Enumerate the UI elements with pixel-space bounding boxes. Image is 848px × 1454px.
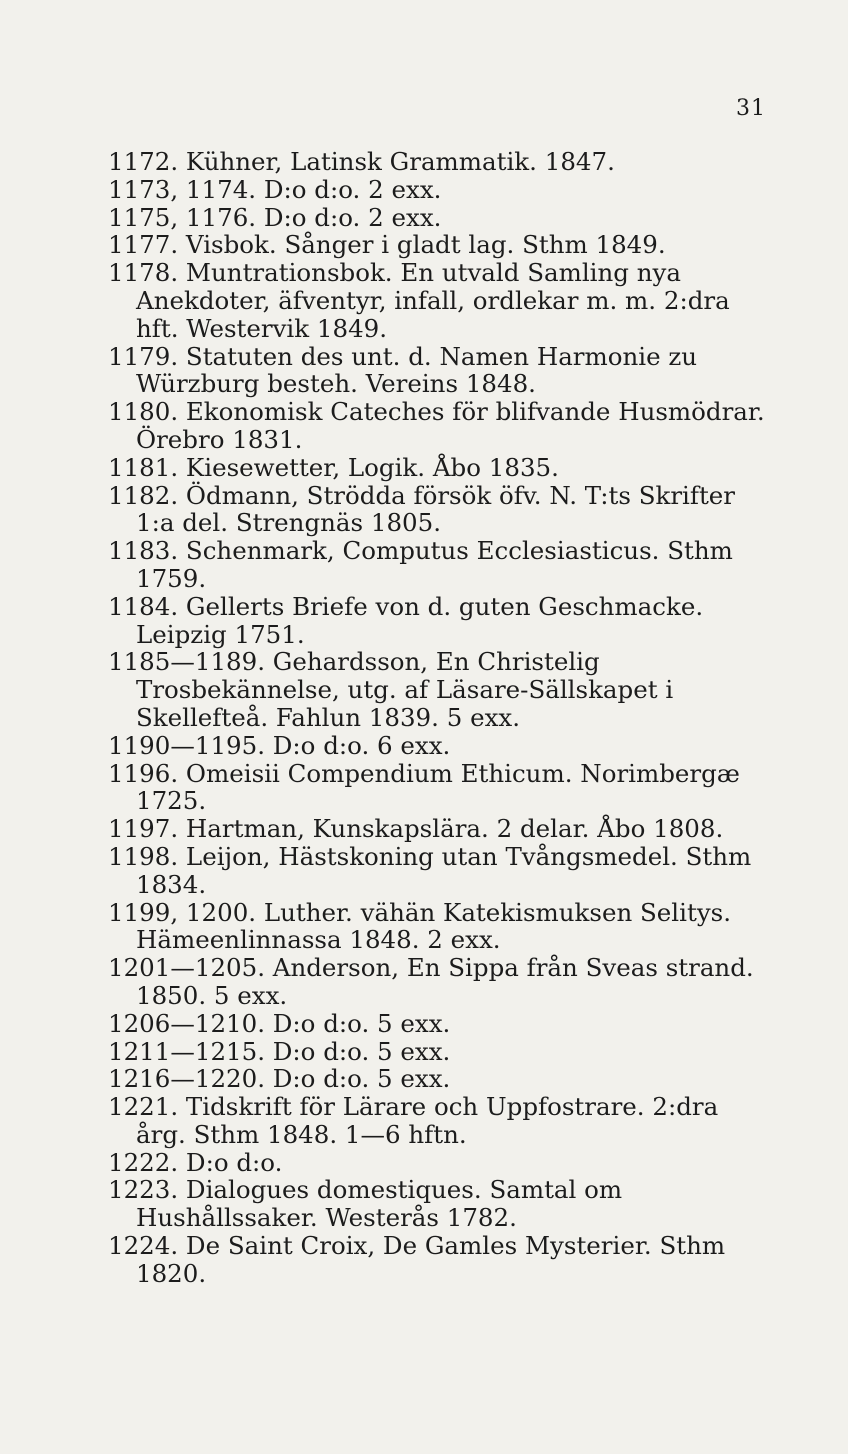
catalog-entry: 1223. Dialogues domestiques. Samtal om Hushållssaker. Westerås 1782. [108,1175,623,1233]
catalog-entry: 1199, 1200. Luther. vähän Katekismuksen Selitys. Hämeenlinnassa 1848. 2 exx. [108,897,732,955]
catalog-entry: 1172. Kühner, Latinsk Grammatik. 1847. [108,147,615,176]
catalog-entry: 1182. Ödmann, Strödda försök öfv. N. T:ts Skrifter 1:a del. Strengnäs 1805. [108,480,736,538]
catalog-entry: 1178. Muntrationsbok. En utvald Samling nya Anekdoter, äfventyr, infall, ordlekar m. m. 2:dra hft. Westervik 1849. [108,258,730,343]
catalog-entry: 1211—1215. D:o d:o. 5 exx. [108,1036,451,1066]
page-number: 31 [736,96,766,121]
catalog-entry: 1206—1210. D:o d:o. 5 exx. [108,1008,451,1038]
catalog-entry-list [108,148,768,1288]
catalog-entry: 1197. Hartman, Kunskapslära. 2 delar. Åbo 1808. [108,814,724,844]
catalog-entry: 1222. D:o d:o. [108,1147,283,1177]
catalog-entry: 1180. Ekonomisk Cateches för blifvande Husmödrar. Örebro 1831. [108,397,765,454]
catalog-entry: 1221. Tidskrift för Lärare och Uppfostrare. 2:dra årg. Sthm 1848. 1—6 hftn. [108,1092,719,1149]
catalog-entry: 1181. Kiesewetter, Logik. Åbo 1835. [108,452,559,482]
catalog-entry: 1201—1205. Anderson, En Sippa från Sveas strand. 1850. 5 exx. [108,953,754,1010]
catalog-entry: 1177. Visbok. Sånger i gladt lag. Sthm 1849. [108,230,666,260]
catalog-entry: 1190—1195. D:o d:o. 6 exx. [108,730,451,760]
catalog-entry: 1224. De Saint Croix, De Gamles Mysterier. Sthm 1820. [108,1231,726,1288]
catalog-entry: 1198. Leijon, Hästskoning utan Tvångsmedel. Sthm 1834. [108,841,752,899]
catalog-entry: 1216—1220. D:o d:o. 5 exx. [108,1064,451,1094]
catalog-entry: 1196. Omeisii Compendium Ethicum. Norimbergæ 1725. [108,758,740,816]
catalog-entry: 1184. Gellerts Briefe von d. guten Geschmacke. Leipzig 1751. [108,591,704,649]
catalog-entry: 1175, 1176. D:o d:o. 2 exx. [108,202,442,232]
catalog-entry: 1179. Statuten des unt. d. Namen Harmonie zu Würzburg besteh. Vereins 1848. [108,341,698,399]
catalog-entry: 1185—1189. Gehardsson, En Christelig Trosbekännelse, utg. af Läsare-Sällskapet i Skellefteå. Fahlun 1839. 5 exx. [108,647,674,732]
catalog-entry: 1173, 1174. D:o d:o. 2 exx. [108,174,442,204]
catalog-entry: 1183. Schenmark, Computus Ecclesiasticus. Sthm 1759. [108,536,733,593]
